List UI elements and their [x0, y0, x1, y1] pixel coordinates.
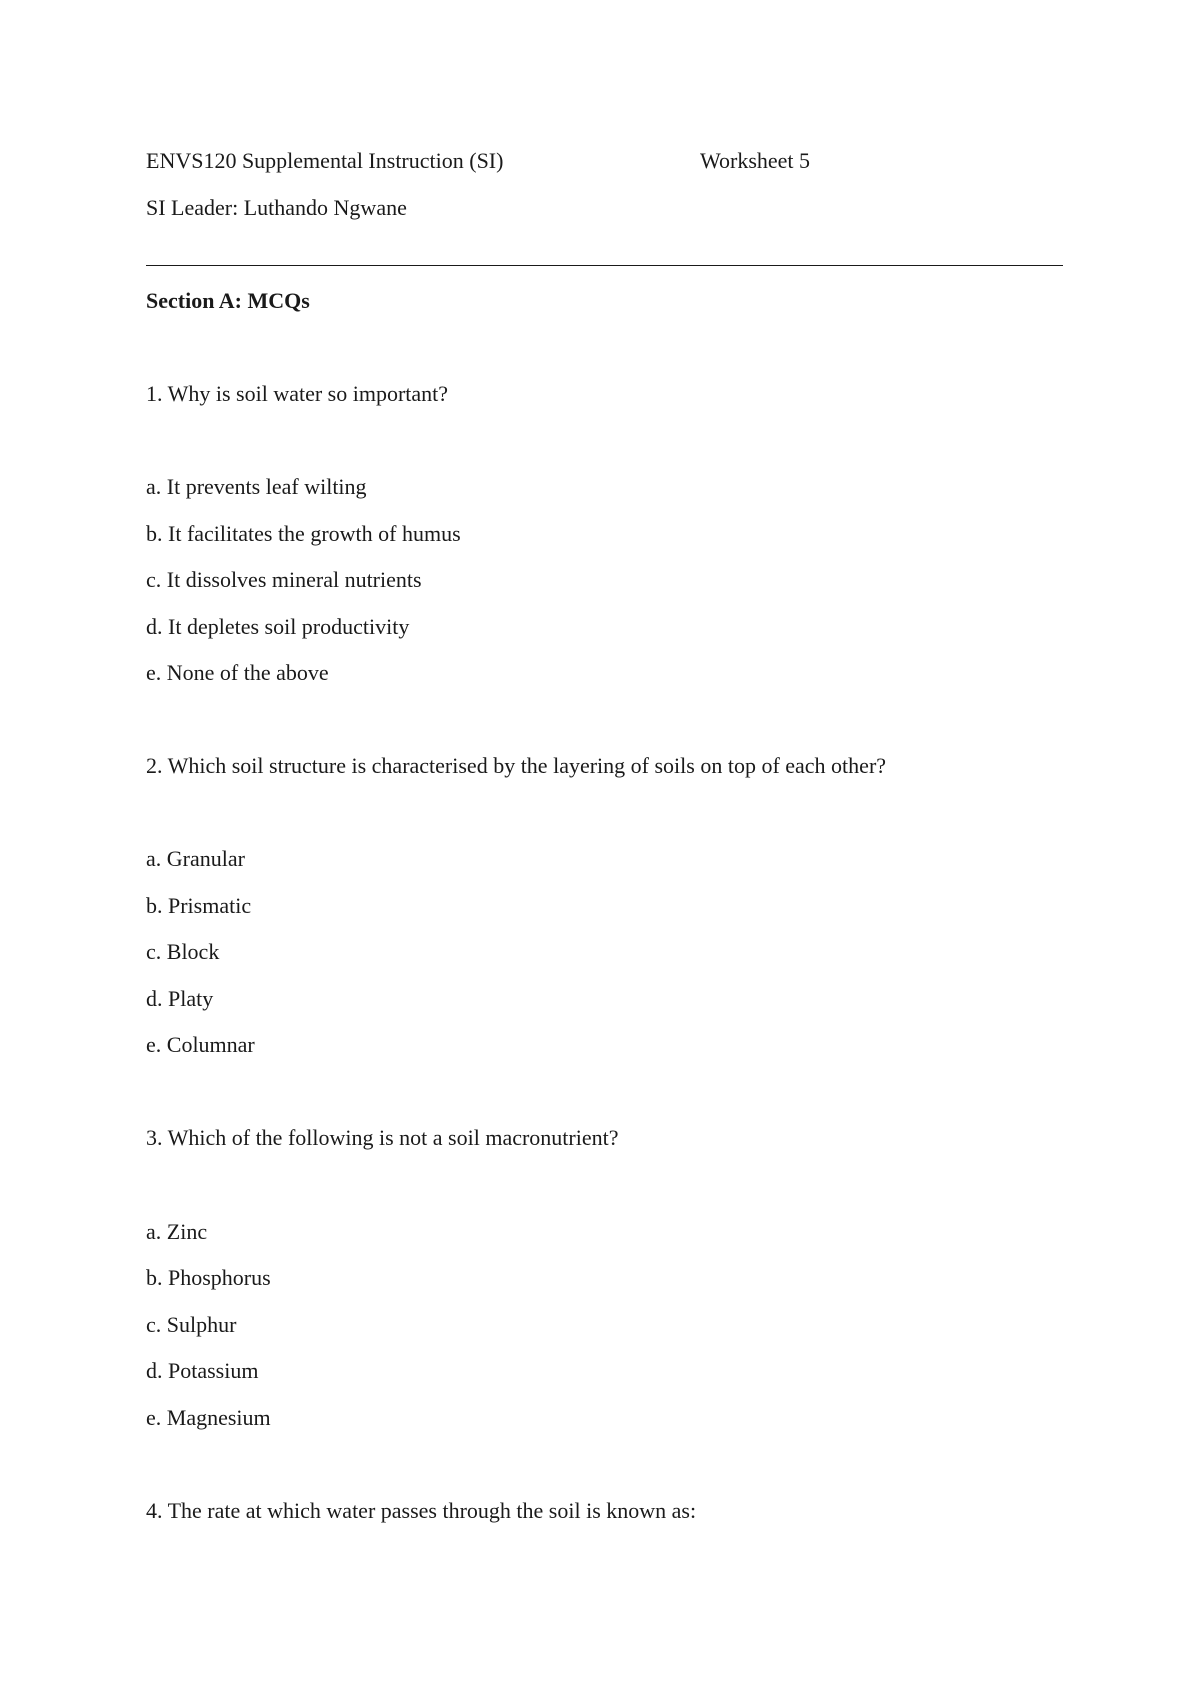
q2-option-b: b. Prismatic [146, 893, 252, 918]
question-3: 3. Which of the following is not a soil macronutrient? [146, 1125, 619, 1150]
q3-option-c: c. Sulphur [146, 1312, 237, 1337]
q2-option-a: a. Granular [146, 846, 245, 871]
header-divider [146, 265, 1063, 266]
q1-option-d: d. It depletes soil productivity [146, 614, 410, 639]
q3-option-b: b. Phosphorus [146, 1265, 271, 1290]
q1-option-b: b. It facilitates the growth of humus [146, 521, 461, 546]
question-4: 4. The rate at which water passes through the soil is known as: [146, 1498, 697, 1523]
q1-option-e: e. None of the above [146, 660, 329, 685]
q2-option-c: c. Block [146, 939, 220, 964]
question-1: 1. Why is soil water so important? [146, 381, 449, 406]
section-title: Section A: MCQs [146, 288, 310, 313]
q3-option-a: a. Zinc [146, 1219, 208, 1244]
question-2: 2. Which soil structure is characterised by the layering of soils on top of each other? [146, 753, 887, 778]
q3-option-e: e. Magnesium [146, 1405, 271, 1430]
worksheet-number: Worksheet 5 [700, 148, 811, 173]
q1-option-c: c. It dissolves mineral nutrients [146, 567, 422, 592]
q1-option-a: a. It prevents leaf wilting [146, 474, 367, 499]
q2-option-d: d. Platy [146, 986, 214, 1011]
q3-option-d: d. Potassium [146, 1358, 259, 1383]
q2-option-e: e. Columnar [146, 1032, 255, 1057]
course-title: ENVS120 Supplemental Instruction (SI) [146, 148, 504, 173]
si-leader: SI Leader: Luthando Ngwane [146, 195, 407, 220]
